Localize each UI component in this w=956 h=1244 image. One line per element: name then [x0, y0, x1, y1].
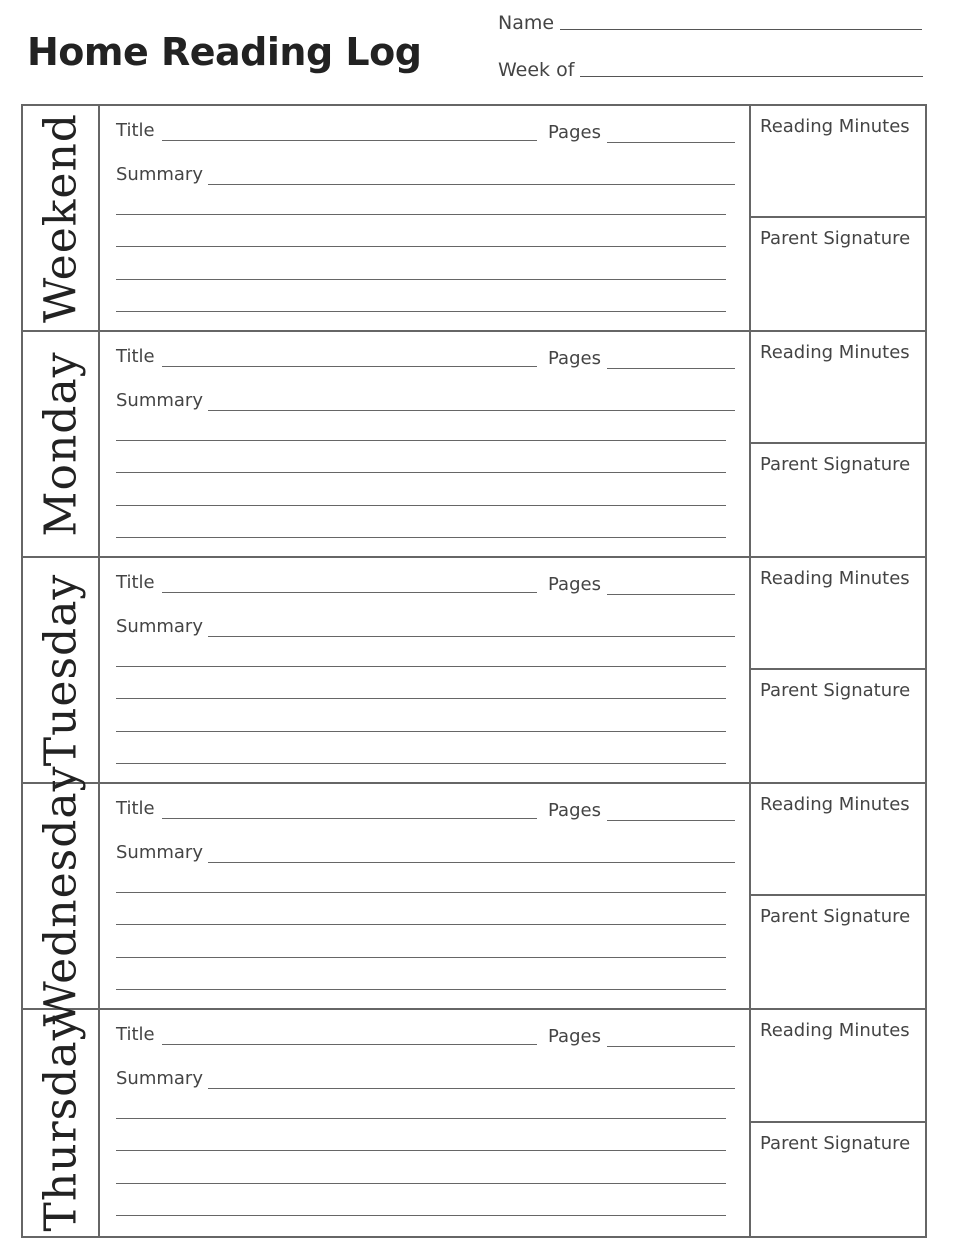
entry-area [100, 332, 749, 556]
reading-minutes-box[interactable] [751, 332, 925, 444]
summary-extra-line-2[interactable] [116, 246, 726, 247]
summary-label: Summary [116, 1068, 203, 1089]
day-column [23, 1010, 100, 1236]
pages-label: Pages [548, 574, 601, 595]
log-row-thursday [23, 1010, 925, 1236]
entry-area [100, 106, 749, 330]
summary-extra-line-1[interactable] [116, 892, 726, 893]
summary-extra-line-4[interactable] [116, 537, 726, 538]
day-label: Thursday [35, 1014, 86, 1232]
summary-extra-line-4[interactable] [116, 989, 726, 990]
parent-signature-label: Parent Signature [760, 906, 911, 927]
parent-signature-box[interactable] [751, 218, 925, 330]
day-label: Weekend [35, 113, 86, 323]
reading-minutes-box[interactable] [751, 558, 925, 670]
log-row-weekend [23, 106, 925, 332]
title-input-line[interactable] [162, 818, 537, 819]
summary-extra-line-1[interactable] [116, 214, 726, 215]
summary-extra-line-2[interactable] [116, 1150, 726, 1151]
side-column [749, 1010, 925, 1236]
pages-label: Pages [548, 800, 601, 821]
title-input-line[interactable] [162, 140, 537, 141]
day-column [23, 765, 100, 1027]
summary-extra-line-4[interactable] [116, 311, 726, 312]
reading-minutes-label: Reading Minutes [760, 342, 910, 363]
day-column [23, 332, 100, 556]
summary-label: Summary [116, 842, 203, 863]
pages-input-line[interactable] [607, 594, 735, 595]
week-of-field[interactable] [498, 59, 923, 81]
entry-area [100, 784, 749, 1008]
pages-input-line[interactable] [607, 142, 735, 143]
summary-input-line[interactable] [208, 410, 735, 411]
summary-extra-line-4[interactable] [116, 1215, 726, 1216]
pages-input-line[interactable] [607, 820, 735, 821]
pages-input-line[interactable] [607, 368, 735, 369]
pages-label: Pages [548, 122, 601, 143]
summary-label: Summary [116, 390, 203, 411]
summary-input-line[interactable] [208, 1088, 735, 1089]
log-row-monday [23, 332, 925, 558]
summary-extra-line-3[interactable] [116, 1183, 726, 1184]
day-label: Monday [35, 351, 86, 537]
summary-input-line[interactable] [208, 862, 735, 863]
summary-extra-line-1[interactable] [116, 666, 726, 667]
title-label: Title [116, 572, 155, 593]
summary-extra-line-2[interactable] [116, 924, 726, 925]
reading-minutes-label: Reading Minutes [760, 1020, 910, 1041]
reading-minutes-box[interactable] [751, 106, 925, 218]
side-column [749, 558, 925, 782]
name-field[interactable] [498, 12, 922, 34]
summary-extra-line-3[interactable] [116, 279, 726, 280]
entry-area [100, 558, 749, 782]
day-label: Wednesday [35, 765, 86, 1027]
log-row-wednesday [23, 765, 925, 1027]
title-input-line[interactable] [162, 366, 537, 367]
summary-extra-line-3[interactable] [116, 731, 726, 732]
side-column [749, 784, 925, 1008]
summary-extra-line-2[interactable] [116, 698, 726, 699]
summary-extra-line-4[interactable] [116, 763, 726, 764]
parent-signature-label: Parent Signature [760, 680, 911, 701]
parent-signature-box[interactable] [751, 1123, 925, 1236]
summary-label: Summary [116, 164, 203, 185]
side-column [749, 106, 925, 330]
log-row-tuesday [23, 558, 925, 784]
side-column [749, 332, 925, 556]
parent-signature-label: Parent Signature [760, 228, 911, 249]
name-input-line[interactable] [560, 28, 922, 30]
summary-extra-line-1[interactable] [116, 1118, 726, 1119]
day-column [23, 558, 100, 782]
pages-label: Pages [548, 348, 601, 369]
reading-minutes-label: Reading Minutes [760, 116, 910, 137]
reading-minutes-label: Reading Minutes [760, 794, 910, 815]
title-label: Title [116, 798, 155, 819]
parent-signature-box[interactable] [751, 444, 925, 556]
title-input-line[interactable] [162, 1044, 537, 1045]
summary-extra-line-2[interactable] [116, 472, 726, 473]
summary-extra-line-1[interactable] [116, 440, 726, 441]
parent-signature-label: Parent Signature [760, 1133, 911, 1154]
reading-log-table [21, 104, 927, 1238]
reading-minutes-box[interactable] [751, 784, 925, 896]
reading-minutes-box[interactable] [751, 1010, 925, 1123]
week-of-label: Week of [498, 59, 575, 81]
parent-signature-box[interactable] [751, 896, 925, 1008]
title-label: Title [116, 120, 155, 141]
title-label: Title [116, 346, 155, 367]
summary-input-line[interactable] [208, 636, 735, 637]
day-label: Tuesday [35, 573, 86, 767]
summary-input-line[interactable] [208, 184, 735, 185]
reading-minutes-label: Reading Minutes [760, 568, 910, 589]
entry-area [100, 1010, 749, 1236]
day-column [23, 106, 100, 330]
pages-input-line[interactable] [607, 1046, 735, 1047]
name-label: Name [498, 12, 555, 34]
title-input-line[interactable] [162, 592, 537, 593]
summary-extra-line-3[interactable] [116, 505, 726, 506]
week-of-input-line[interactable] [580, 75, 923, 77]
parent-signature-label: Parent Signature [760, 454, 911, 475]
summary-label: Summary [116, 616, 203, 637]
page-title: Home Reading Log [27, 30, 422, 74]
summary-extra-line-3[interactable] [116, 957, 726, 958]
parent-signature-box[interactable] [751, 670, 925, 782]
title-label: Title [116, 1024, 155, 1045]
pages-label: Pages [548, 1026, 601, 1047]
